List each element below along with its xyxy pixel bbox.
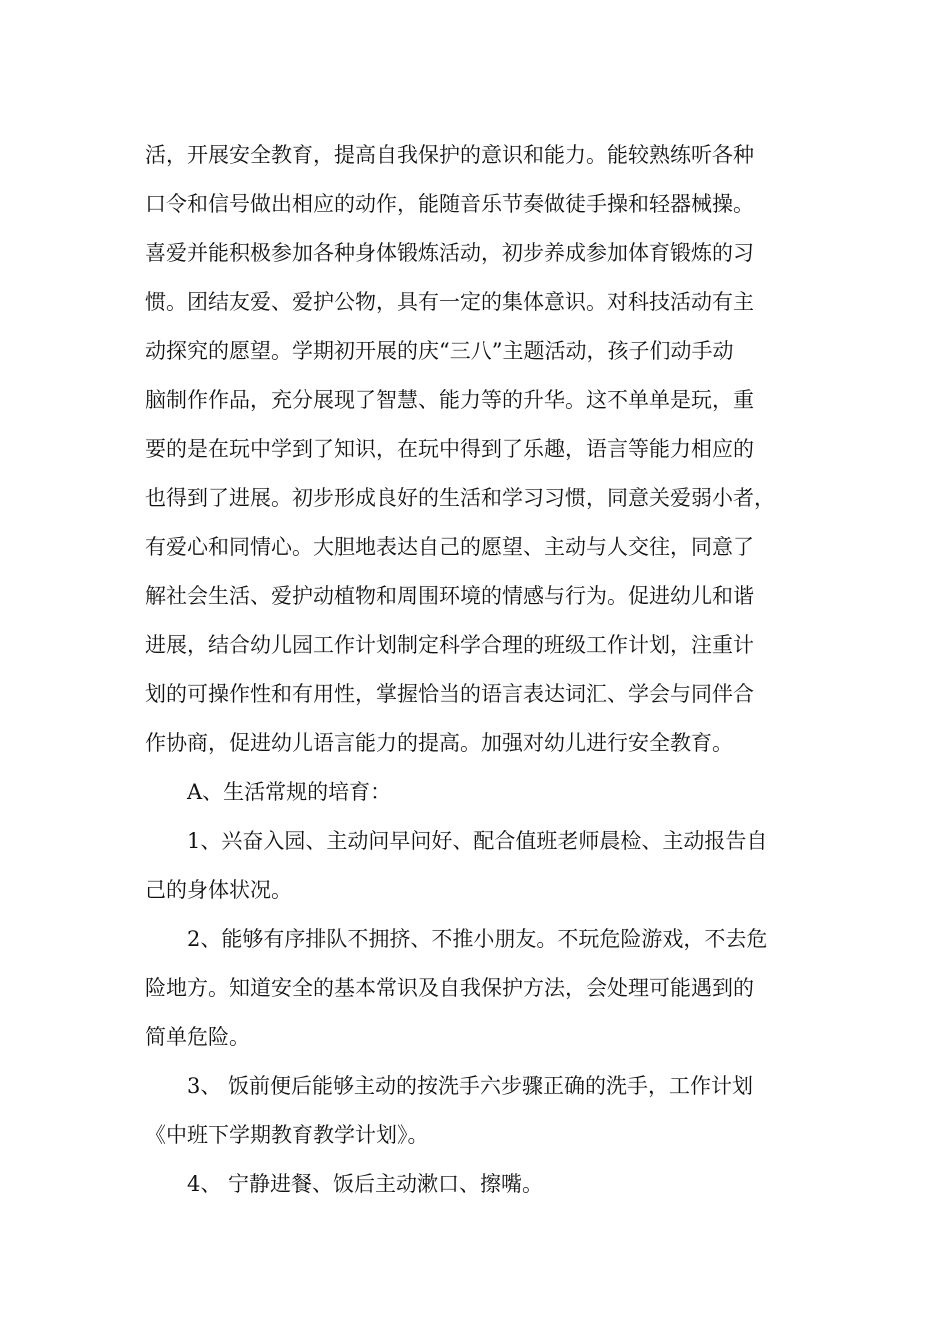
body-line: 解社会生活、爱护动植物和周围环境的情感与行为。促进幼儿和谐 [145, 584, 754, 608]
list-item: 2、能够有序排队不拥挤、不推小朋友。不玩危险游戏，不去危 [187, 927, 768, 951]
body-line: 惯。团结友爱、爱护公物，具有一定的集体意识。对科技活动有主 [145, 290, 754, 314]
body-line: 活，开展安全教育，提高自我保护的意识和能力。能较熟练听各种 [145, 143, 754, 167]
list-item-continuation: 己的身体状况。 [145, 878, 292, 902]
list-item-continuation: 《中班下学期教育教学计划》。 [145, 1123, 429, 1147]
body-line: 作协商，促进幼儿语言能力的提高。加强对幼儿进行安全教育。 [145, 731, 733, 755]
list-item: 3、 饭前便后能够主动的按洗手六步骤正确的洗手，工作计划 [187, 1074, 754, 1098]
body-line: 进展，结合幼儿园工作计划制定科学合理的班级工作计划，注重计 [145, 633, 754, 657]
body-line: 动探究的愿望。学期初开展的庆“三八”主题活动，孩子们动手动 [145, 339, 734, 363]
body-line: 也得到了进展。初步形成良好的生活和学习习惯，同意关爱弱小者， [145, 486, 775, 510]
body-line: 喜爱并能积极参加各种身体锻炼活动，初步养成参加体育锻炼的习 [145, 241, 754, 265]
list-item-continuation: 险地方。知道安全的基本常识及自我保护方法，会处理可能遇到的 [145, 976, 754, 1000]
list-item: 4、 宁静进餐、饭后主动漱口、擦嘴。 [187, 1172, 544, 1196]
section-heading: A、生活常规的培育： [187, 780, 392, 804]
body-line: 有爱心和同情心。大胆地表达自己的愿望、主动与人交往，同意了 [145, 535, 754, 559]
body-line: 要的是在玩中学到了知识，在玩中得到了乐趣，语言等能力相应的 [145, 437, 754, 461]
list-item-continuation: 简单危险。 [145, 1025, 250, 1049]
body-line: 划的可操作性和有用性，掌握恰当的语言表达词汇、学会与同伴合 [145, 682, 754, 706]
document-body [145, 131, 815, 1209]
body-line: 脑制作作品，充分展现了智慧、能力等的升华。这不单单是玩，重 [145, 388, 754, 412]
body-line: 口令和信号做出相应的动作，能随音乐节奏做徒手操和轻器械操。 [145, 192, 754, 216]
list-item: 1、兴奋入园、主动问早问好、配合值班老师晨检、主动报告自 [187, 829, 768, 853]
